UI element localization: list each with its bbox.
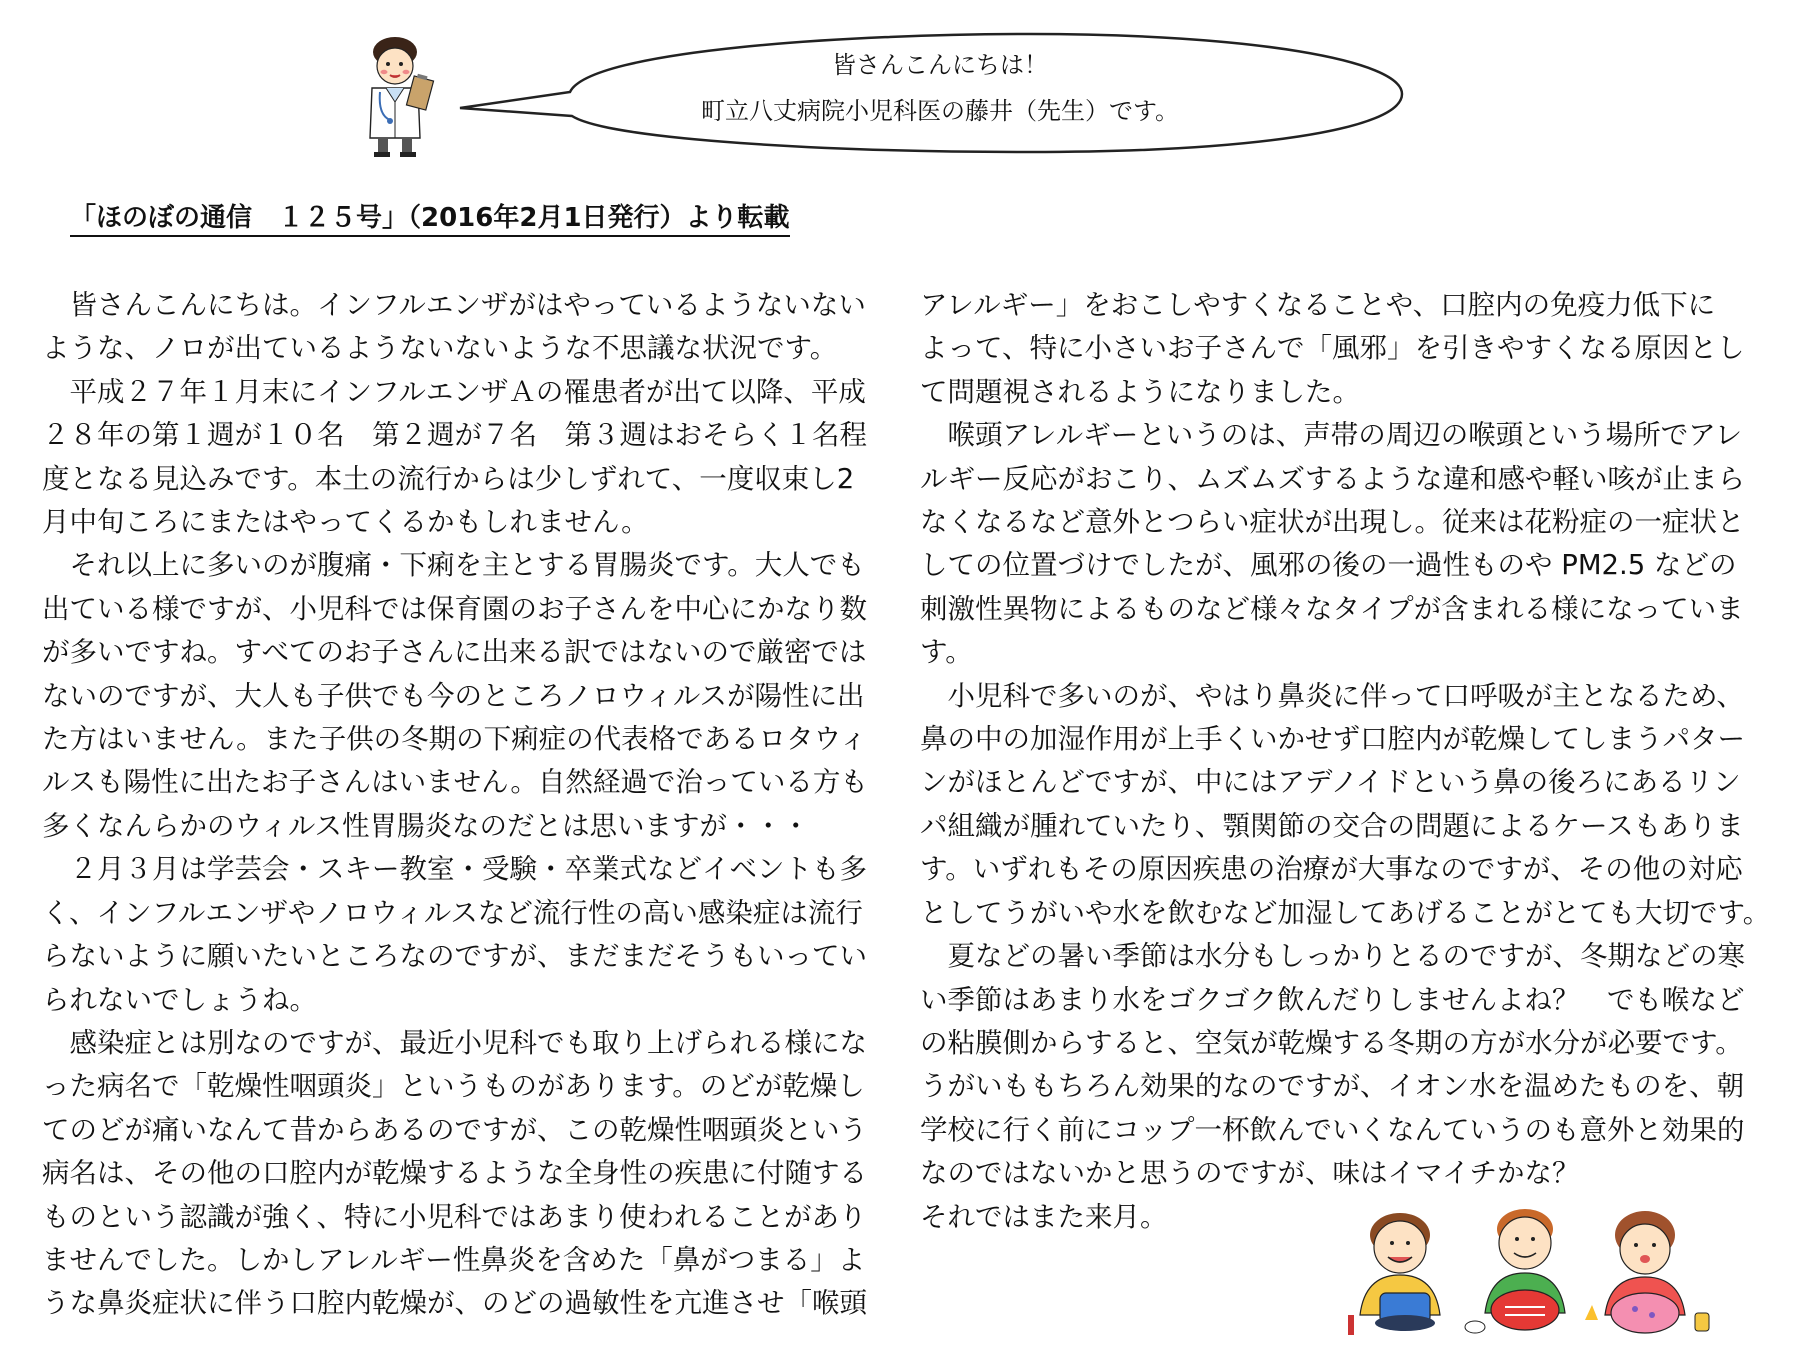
paragraph [920,935,1780,1239]
paragraph [920,284,1780,414]
paragraph [42,1022,882,1326]
paragraph [42,544,882,848]
text-line: 感染症とは別なのですが、最近小児科でも取り上げられる様にな [42,1026,867,1059]
text-line: た方はいません。また子供の冬期の下痢症の代表格であるロタウィ [42,723,867,756]
text-line: 小児科で多いのが、やはり鼻炎に伴って口呼吸が主となるため、 [920,679,1744,712]
text-line: なくなるなど意外とつらい症状が出現し。従来は花粉症の一症状と [920,506,1745,539]
text-line: 皆さんこんにちは。インフルエンザがはやっているようないない [42,289,866,321]
text-line: ルスも陽性に出たお子さんはいません。自然経過で治っている方も [42,766,868,799]
text-line: 月中旬ころにまたはやってくるかもしれません。 [42,506,649,539]
text-line: ものという認識が強く、特に小児科ではあまり使われることがあり [42,1200,867,1233]
greeting-line-1: 皆さんこんにちは！ [832,51,1048,79]
text-line: ような、ノロが出ているようないないような不思議な状況です。 [42,332,838,365]
text-line: それ以上に多いのが腹痛・下痢を主とする胃腸炎です。大人でも [42,549,865,582]
text-line: 出ている様ですが、小児科では保育園のお子さんを中心にかなり数 [42,592,867,625]
text-line: 喉頭アレルギーというのは、声帯の周辺の喉頭という場所でアレ [920,419,1743,452]
greeting-line-2: 町立八丈病院小児科医の藤井（先生）です。 [700,97,1180,125]
text-line: 多くなんらかのウィルス性胃腸炎なのだとは思いますが・・・ [42,809,810,842]
text-line: 平成２７年１月末にインフルエンザＡの罹患者が出て以降、平成 [42,375,866,408]
text-line: 度となる見込みです。本土の流行からは少しずれて、一度収束し2 [42,462,855,495]
text-line: られないでしょうね。 [42,983,317,1016]
text-line: 学校に行く前にコップ一杯飲んでいくなんていうのも意外と効果的 [920,1113,1745,1146]
text-line: く、インフルエンザやノロウィルスなど流行性の高い感染症は流行 [42,896,863,929]
source-title: 「ほのぼの通信 １２５号」（2016年2月1日発行）より転載 [70,202,790,237]
text-line: それではまた来月。 [920,1200,1168,1233]
text-line: としてうがいや水を飲むなど加湿してあげることがとても大切です。 [920,896,1771,929]
text-line: ルギー反応がおこり、ムズムズするような違和感や軽い咳が止まら [920,462,1745,495]
greeting-text [580,42,1300,134]
text-line: パ組織が腫れていたり、顎関節の交合の問題によるケースもありま [920,809,1744,842]
article-column-right [920,284,1780,1239]
text-line: す。 [920,636,973,669]
text-line: った病名で「乾燥性咽頭炎」というものがあります。のどが乾燥し [42,1070,865,1103]
text-line: てのどが痛いなんて昔からあるのですが、この乾燥性咽頭炎という [42,1113,867,1146]
text-line: い季節はあまり水をゴクゴク飲んだりしませんよね？ でも喉など [920,983,1745,1016]
paragraph [42,371,882,545]
text-line: 夏などの暑い季節は水分もしっかりとるのですが、冬期などの寒 [920,940,1745,973]
text-line: 病名は、その他の口腔内が乾燥するような全身性の疾患に付随する [42,1157,867,1190]
paragraph [42,848,882,1022]
text-line: なのではないかと思うのですが、味はイマイチかな？ [920,1157,1580,1190]
text-line: よって、特に小さいお子さんで「風邪」を引きやすくなる原因とし [920,332,1745,365]
text-line: ンがほとんどですが、中にはアデノイドという鼻の後ろにあるリン [920,766,1741,799]
text-line: す。いずれもその原因疾患の治療が大事なのですが、その他の対応 [920,853,1743,886]
children-illustration [1330,1195,1720,1345]
text-line: ２月３月は学芸会・スキー教室・受験・卒業式などイベントも多 [42,853,867,886]
text-line: しての位置づけでしたが、風邪の後の一過性ものや PM2.5 などの [920,549,1737,582]
text-line: アレルギー」をおこしやすくなることや、口腔内の免疫力低下に [920,289,1716,321]
text-line: 刺激性異物によるものなど様々なタイプが含まれる様になっていま [920,592,1744,625]
article-column-left [42,284,882,1326]
text-line: 鼻の中の加湿作用が上手くいかせず口腔内が乾燥してしまうパター [920,723,1745,756]
text-line: ２８年の第１週が１０名 第２週が７名 第３週はおそらく１名程 [42,419,867,452]
text-line: ないのですが、大人も子供でも今のところノロウィルスが陽性に出 [42,679,865,712]
text-line: が多いですね。すべてのお子さんに出来る訳ではないので厳密では [42,636,867,669]
paragraph [42,284,882,371]
text-line: うな鼻炎症状に伴う口腔内乾燥が、のどの過敏性を亢進させ「喉頭 [42,1287,867,1320]
text-line: の粘膜側からすると、空気が乾燥する冬期の方が水分が必要です。 [920,1026,1743,1059]
text-line: らないように願いたいところなのですが、まだまだそうもいってい [42,940,867,973]
text-line: て問題視されるようになりました。 [920,375,1360,408]
paragraph [920,675,1780,935]
doctor-illustration [350,30,450,160]
paragraph [920,414,1780,674]
text-line: ませんでした。しかしアレルギー性鼻炎を含めた「鼻がつまる」よ [42,1243,866,1276]
text-line: うがいももちろん効果的なのですが、イオン水を温めたものを、朝 [920,1070,1745,1103]
